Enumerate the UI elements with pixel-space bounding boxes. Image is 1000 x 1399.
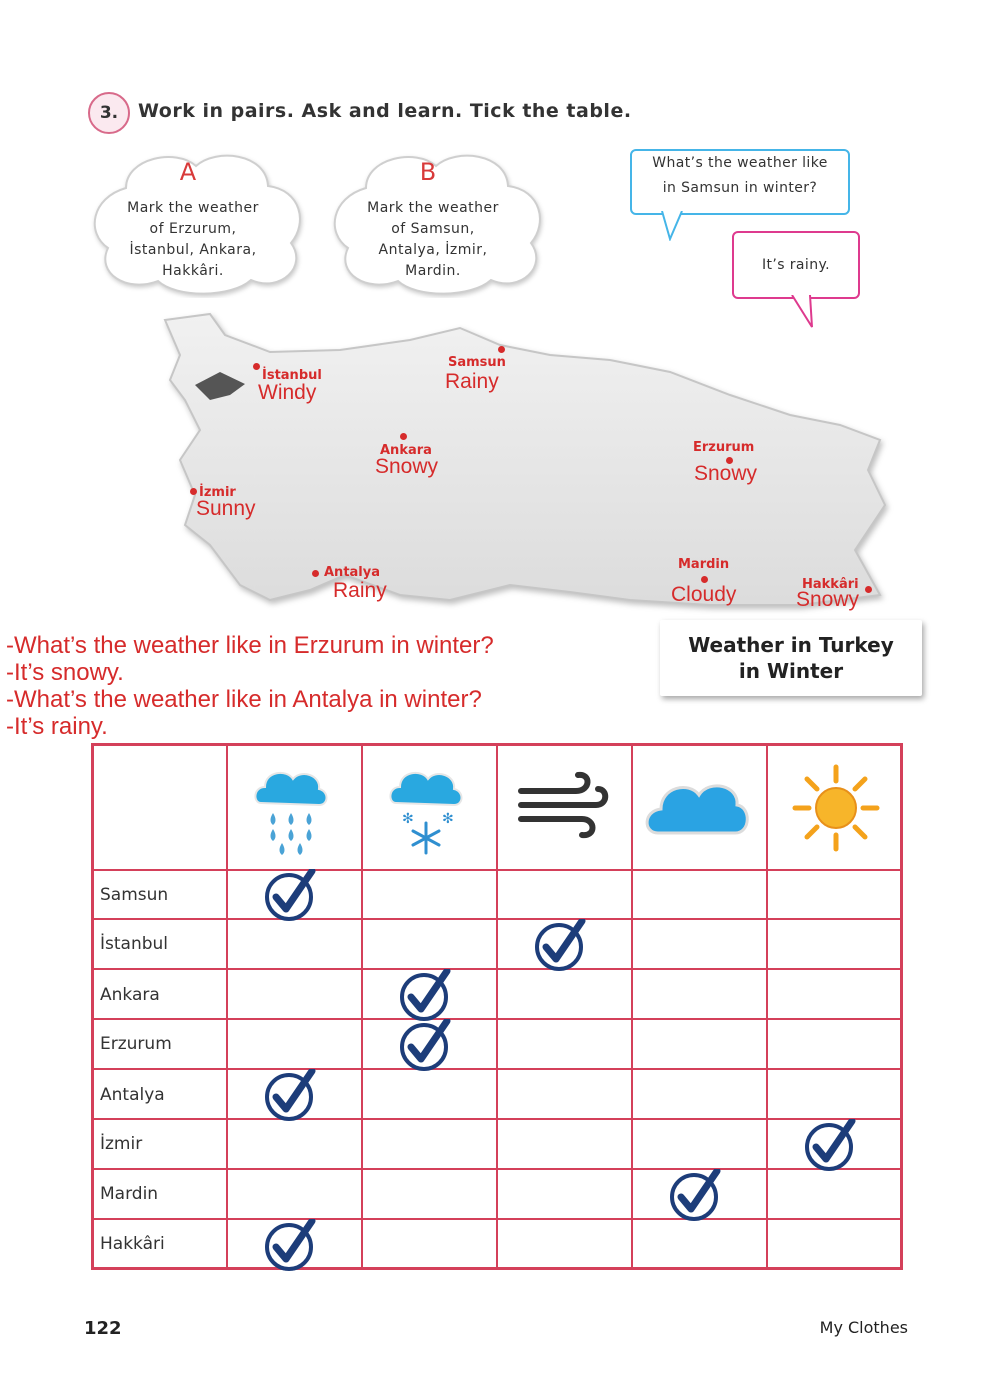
city-dot-samsun [498, 346, 505, 353]
dialogue-line-4: -It’s rainy. [6, 713, 108, 740]
city-antalya: Antalya [324, 565, 381, 580]
cloudy-icon [643, 773, 753, 843]
city-istanbul: İstanbul [262, 368, 322, 383]
question-speech-box: What’s the weather like in Samsun in winter? [630, 149, 850, 215]
exercise-number: 3. [88, 92, 130, 134]
sunny-icon [791, 763, 881, 853]
city-hakkari: Hakkâri [802, 577, 859, 592]
grid-line [226, 743, 228, 1270]
city-ankara: Ankara [380, 443, 432, 458]
bubble-a [86, 148, 310, 298]
weather-istanbul: Windy [258, 381, 317, 404]
city-dot-antalya [312, 570, 319, 577]
weather-izmir: Sunny [196, 497, 256, 520]
weather-antalya: Rainy [333, 579, 387, 602]
svg-text:✻: ✻ [442, 811, 454, 827]
page-number: 122 [84, 1318, 122, 1339]
city-dot-mardin [701, 576, 708, 583]
row-label-istanbul: İstanbul [100, 934, 169, 954]
city-dot-hakkari [865, 586, 872, 593]
row-label-ankara: Ankara [100, 985, 160, 1005]
check-mark [264, 1069, 316, 1121]
grid-line [361, 743, 363, 1270]
bubble-a-letter: A [179, 158, 197, 186]
row-label-hakkari: Hakkâri [100, 1234, 165, 1254]
city-samsun: Samsun [448, 355, 506, 370]
check-mark [534, 919, 586, 971]
check-mark [399, 969, 451, 1021]
bubble-b-letter: B [419, 158, 437, 186]
city-dot-izmir [190, 488, 197, 495]
dialogue-line-2: -It’s snowy. [6, 659, 124, 686]
check-mark [669, 1169, 721, 1221]
city-izmir: İzmir [199, 485, 236, 500]
exercise-instruction: Work in pairs. Ask and learn. Tick the table. [138, 100, 632, 122]
check-mark [804, 1119, 856, 1171]
check-mark [264, 1219, 316, 1271]
windy-icon [516, 771, 611, 841]
weather-table [91, 743, 903, 1270]
row-label-antalya: Antalya [100, 1085, 165, 1105]
dialogue-line-3: -What’s the weather like in Antalya in winter? [6, 686, 482, 713]
snowy-icon [386, 761, 466, 861]
check-mark [264, 869, 316, 921]
weather-samsun: Rainy [445, 370, 499, 393]
answer-speech-box: It’s rainy. [732, 231, 860, 299]
weather-hakkari: Snowy [796, 588, 860, 611]
question-speech-tail [660, 211, 690, 241]
weather-mardin: Cloudy [671, 583, 737, 606]
rainy-icon [251, 761, 331, 861]
map-caption [660, 620, 922, 696]
unit-title: My Clothes [819, 1318, 908, 1337]
caption-line1: Weather in Turkey [688, 633, 894, 657]
caption-line2: in Winter [738, 659, 844, 683]
row-label-samsun: Samsun [100, 885, 169, 905]
row-label-erzurum: Erzurum [100, 1034, 172, 1054]
bubble-b [326, 148, 550, 298]
city-dot-istanbul [253, 363, 260, 370]
bubble-b-text: Mark the weather of Samsun, Antalya, İzmir, Mardin. [367, 200, 499, 279]
grid-line [900, 743, 903, 1270]
check-mark [399, 1019, 451, 1071]
city-erzurum: Erzurum [693, 440, 755, 455]
weather-erzurum: Snowy [694, 462, 758, 485]
grid-line [496, 743, 498, 1270]
dialogue-line-1: -What’s the weather like in Erzurum in winter? [6, 632, 494, 659]
bubble-a-text: Mark the weather of Erzurum, İstanbul, Ankara, Hakkâri. [127, 200, 259, 279]
grid-line [631, 743, 633, 1270]
city-mardin: Mardin [678, 557, 730, 572]
row-label-mardin: Mardin [100, 1184, 159, 1204]
svg-text:✻: ✻ [402, 811, 414, 827]
grid-line [91, 743, 94, 1270]
city-dot-ankara [400, 433, 407, 440]
weather-ankara: Snowy [375, 455, 439, 478]
grid-line [766, 743, 768, 1270]
turkey-map [150, 300, 910, 620]
row-label-izmir: İzmir [100, 1134, 143, 1154]
